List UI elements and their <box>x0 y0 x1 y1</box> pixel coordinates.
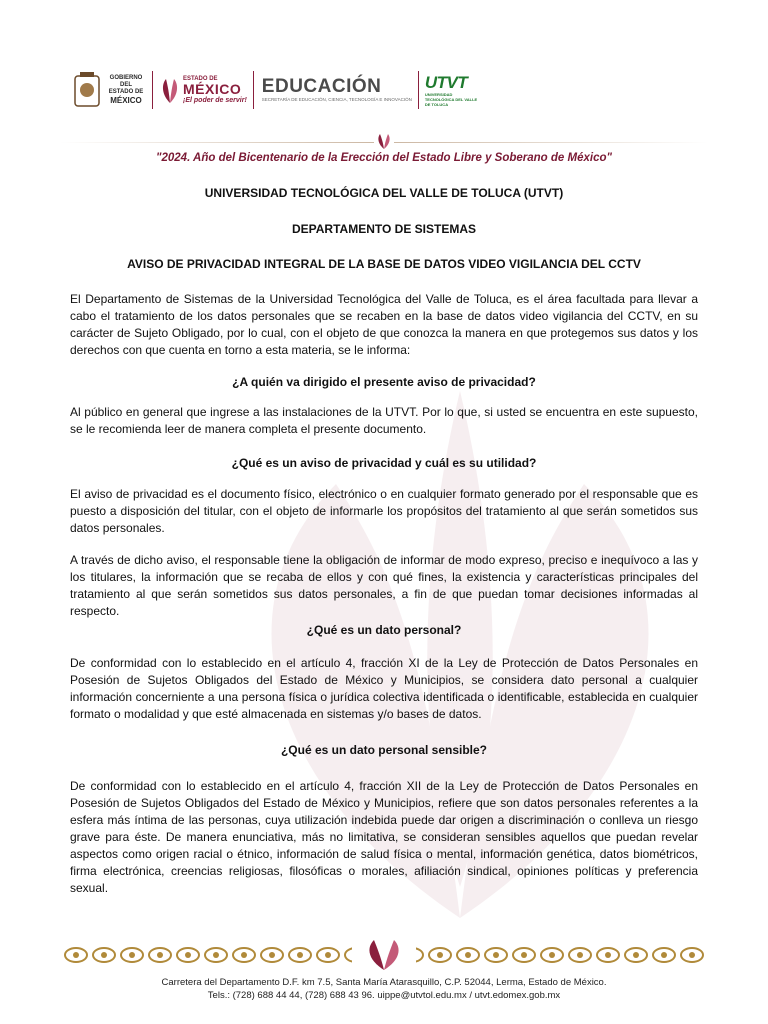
divider <box>152 71 153 109</box>
gov-label-line1: GOBIERNO DEL <box>109 75 143 88</box>
gov-label-line3: MÉXICO <box>110 96 142 105</box>
education-subtitle: SECRETARÍA DE EDUCACIÓN, CIENCIA, TECNOLOGÍA E INNOVACIÓN <box>261 97 412 102</box>
intro-paragraph: El Departamento de Sistemas de la Universidad Tecnológica del Valle de Toluca, es el área facultada para llevar a cabo el tratamiento de los datos personales que se recaben en la base de datos video vigilancia del CCTV, en su carácter de Sujeto Obligado, por lo cual, con el objeto de que conozca la manera en que protegemos sus datos y los derechos con que cuenta en torno a esta materia, se le informa: <box>70 292 698 357</box>
education-title: EDUCACIÓN <box>261 76 382 97</box>
gov-label <box>106 75 146 105</box>
gov-label-line2: ESTADO DE <box>108 89 144 95</box>
edomex-big-label: MÉXICO <box>183 80 242 97</box>
question-heading: ¿Qué es un aviso de privacidad y cuál es su utilidad? <box>231 456 537 470</box>
utvt-logo-subtitle: UNIVERSIDAD TECNOLÓGICA DEL VALLE DE TOLUCA <box>424 91 478 107</box>
footer-phones-emails: Tels.: (728) 688 44 44, (728) 688 43 96. uippe@utvtol.edu.mx / utvt.edomex.gob.mx <box>207 990 561 1001</box>
utvt-logo-text: UTVT <box>424 72 468 92</box>
divider <box>253 71 254 109</box>
answer-paragraph: Al público en general que ingrese a las instalaciones de la UTVT. Por lo que, si usted se encuentra en este supuesto, se le recomienda leer de manera completa el presente documento. <box>70 405 698 436</box>
decorative-rule <box>60 132 708 150</box>
divider <box>418 71 419 109</box>
footer-contact <box>60 976 708 1002</box>
notice-title: AVISO DE PRIVACIDAD INTEGRAL DE LA BASE DE DATOS VIDEO VIGILANCIA DEL CCTV <box>127 257 641 271</box>
footer-address: Carretera del Departamento D.F. km 7.5, Santa María Atarasquillo, C.P. 52044, Lerma, Estado de México. <box>161 977 607 988</box>
education-logo <box>262 77 412 103</box>
state-seal-icon <box>72 70 102 110</box>
ornamental-border <box>62 938 706 972</box>
question-heading: ¿Qué es un dato personal? <box>306 623 462 637</box>
year-motto: "2024. Año del Bicentenario de la Erección del Estado Libre y Soberano de México" <box>156 152 612 164</box>
answer-paragraph: El aviso de privacidad es el documento físico, electrónico o en cualquier formato generado por el responsable que es puesto a disposición del titular, con el objeto de informarle los propósitos del tratamiento al que serán sometidos sus datos personales. <box>70 487 698 535</box>
edomex-small-label: ESTADO DE <box>183 75 218 82</box>
university-heading: UNIVERSIDAD TECNOLÓGICA DEL VALLE DE TOLUCA (UTVT) <box>204 186 564 200</box>
utvt-logo <box>425 74 481 107</box>
answer-paragraph: A través de dicho aviso, el responsable tiene la obligación de informar de modo expreso, preciso e inequívoco a las y los titulares, la información que se recaba de ellos y con qué fines, la existencia y características principales del tratamiento al que serán sometidos sus datos personales, a fin de que puedan tomar decisiones informadas al respecto. <box>70 553 698 618</box>
edomex-slogan: ¡El poder de servir! <box>183 96 247 104</box>
edomex-flower-icon <box>159 75 181 105</box>
department-heading: DEPARTAMENTO DE SISTEMAS <box>291 222 476 236</box>
edomex-logo <box>159 75 247 105</box>
answer-paragraph: De conformidad con lo establecido en el artículo 4, fracción XII de la Ley de Protección de Datos Personales en Posesión de Sujetos Obligados del Estado de México y Municipios, refiere que son datos personales referentes a la esfera más íntima de las personas, cuya utilización indebida puede dar origen a discriminación o conlleva un riesgo grave para éste. De manera enunciativa, más no limitativa, se consideran sensibles aquellos que puedan revelar aspectos como origen racial o étnico, información de salud física o mental, información genética, datos biométricos, firma electrónica, creencias religiosas, filosóficas o morales, afiliación sindical, opiniones políticas y preferencia sexual. <box>70 779 698 895</box>
flower-icon <box>374 132 394 150</box>
header-logos <box>72 68 712 112</box>
question-heading: ¿Qué es un dato personal sensible? <box>280 743 488 757</box>
answer-paragraph: De conformidad con lo establecido en el artículo 4, fracción XI de la Ley de Protección de Datos Personales en Posesión de Sujetos Obligados del Estado de México y Municipios, se considera dato personal a cualquier información concerniente a una persona física o jurídica colectiva identificada o identificable, establecida en cualquier formato o modalidad y que esté almacenada en sistemas y/o bases de datos. <box>70 656 698 721</box>
question-heading: ¿A quién va dirigido el presente aviso de privacidad? <box>232 375 536 389</box>
